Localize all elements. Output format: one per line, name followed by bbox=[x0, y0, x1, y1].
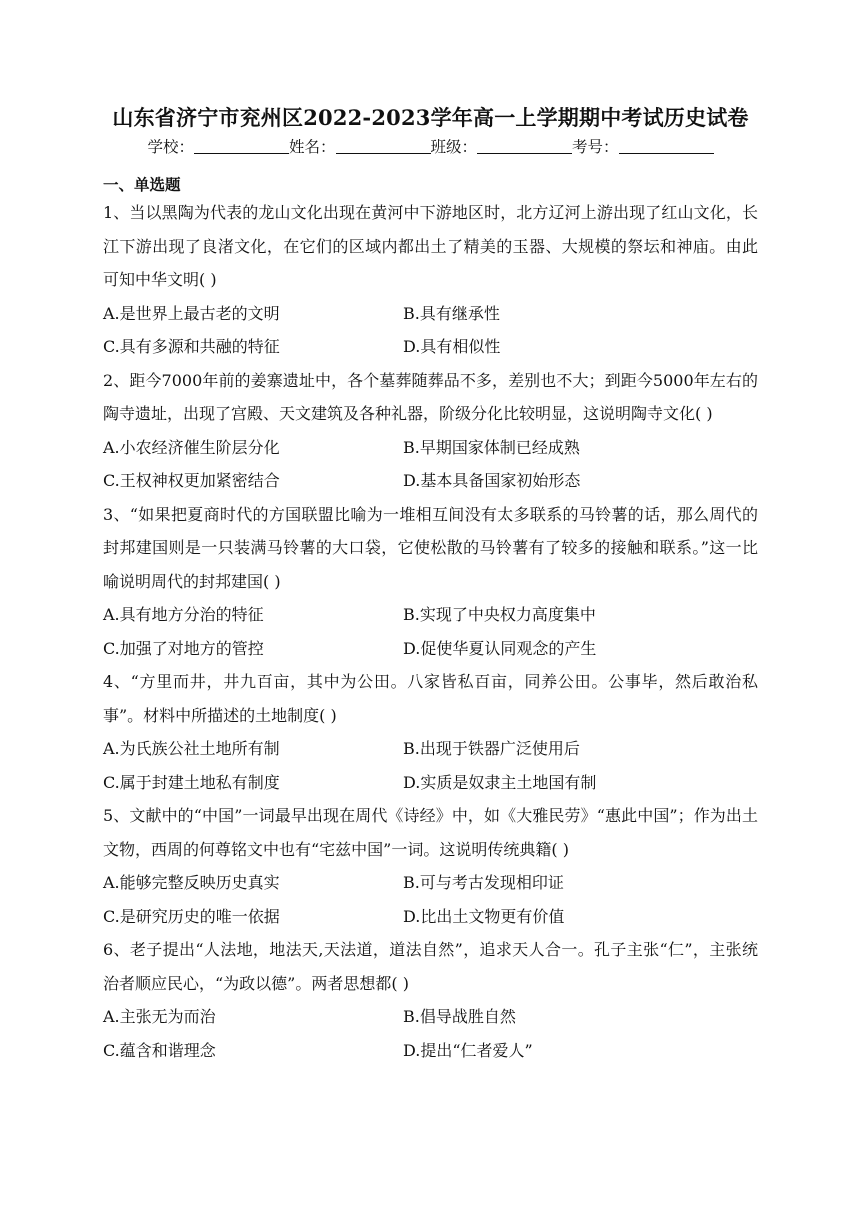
question-2 bbox=[103, 364, 758, 498]
school-label: 学校： bbox=[147, 138, 194, 156]
option-b: B.实现了中央权力高度集中 bbox=[403, 605, 596, 624]
option-d: D.提出“仁者爱人” bbox=[403, 1040, 533, 1060]
option-b: B.出现于铁器广泛使用后 bbox=[403, 739, 580, 758]
student-info-line bbox=[103, 134, 758, 160]
exam-number-blank bbox=[619, 137, 714, 154]
option-grid bbox=[103, 1000, 758, 1067]
option-c: C.王权神权更加紧密结合 bbox=[103, 471, 280, 490]
question-stem: 4、“方里而井，井九百亩，其中为公田。八家皆私百亩，同养公田。公事毕，然后敢治私事”。材料中所描述的土地制度( ) bbox=[103, 672, 758, 725]
exam-title: 山东省济宁市兖州区2022-2023学年高一上学期期中考试历史试卷 bbox=[112, 105, 749, 130]
class-label: 班级： bbox=[430, 138, 478, 156]
option-a: A.小农经济催生阶层分化 bbox=[103, 437, 280, 457]
exam-page bbox=[103, 102, 758, 1067]
option-c: C.蕴含和谐理念 bbox=[103, 1040, 216, 1060]
option-a: A.具有地方分治的特征 bbox=[103, 605, 264, 624]
option-a: A.能够完整反映历史真实 bbox=[103, 873, 280, 892]
option-d: D.具有相似性 bbox=[403, 337, 501, 356]
option-b: B.可与考古发现相印证 bbox=[403, 873, 564, 892]
option-b: B.具有继承性 bbox=[403, 303, 500, 323]
option-c: C.属于封建土地私有制度 bbox=[103, 772, 280, 792]
option-b: B.早期国家体制已经成熟 bbox=[403, 437, 580, 457]
question-stem: 3、“如果把夏商时代的方国联盟比喻为一堆相互间没有太多联系的马铃薯的话，那么周代的封邦建国则是一只装满马铃薯的大口袋，它使松散的马铃薯有了较多的接触和联系。”这一比喻说明周代的封邦建国( ) bbox=[103, 504, 758, 591]
option-c: C.是研究历史的唯一依据 bbox=[103, 906, 280, 926]
option-grid bbox=[103, 431, 758, 498]
question-5 bbox=[103, 799, 758, 933]
question-stem: 5、文献中的“中国”一词最早出现在周代《诗经》中，如《大雅民劳》“惠此中国”；作为出土文物，西周的何尊铭文中也有“宅兹中国”一词。这说明传统典籍( ) bbox=[103, 806, 758, 859]
option-grid bbox=[103, 297, 758, 364]
question-1 bbox=[103, 196, 758, 364]
question-6 bbox=[103, 933, 758, 1067]
name-blank bbox=[336, 137, 431, 154]
option-c: C.具有多源和共融的特征 bbox=[103, 337, 280, 356]
option-grid bbox=[103, 598, 758, 665]
question-3 bbox=[103, 498, 758, 666]
option-grid bbox=[103, 866, 758, 933]
option-a: A.为氏族公社土地所有制 bbox=[103, 739, 280, 758]
option-a: A.是世界上最古老的文明 bbox=[103, 303, 280, 323]
option-grid bbox=[103, 732, 758, 799]
question-stem: 2、距今7000年前的姜寨遗址中，各个墓葬随葬品不多，差别也不大；到距今5000年左右的陶寺遗址，出现了宫殿、天文建筑及各种礼器，阶级分化比较明显，这说明陶寺文化( ) bbox=[103, 370, 758, 423]
question-stem: 6、老子提出“人法地，地法天,天法道，道法自然”，追求天人合一。孔子主张“仁”，主张统治者顺应民心，“为政以德”。两者思想都( ) bbox=[103, 940, 758, 993]
option-d: D.比出土文物更有价值 bbox=[403, 906, 565, 926]
question-stem: 1、当以黑陶为代表的龙山文化出现在黄河中下游地区时，北方辽河上游出现了红山文化，长江下游出现了良渚文化，在它们的区域内都出土了精美的玉器、大规模的祭坛和神庙。由此可知中华文明( ) bbox=[103, 203, 758, 289]
name-label: 姓名： bbox=[288, 138, 336, 156]
school-blank bbox=[194, 137, 289, 154]
option-b: B.倡导战胜自然 bbox=[403, 1007, 516, 1026]
class-blank bbox=[477, 137, 572, 154]
question-4 bbox=[103, 665, 758, 799]
section-heading: 一、单选题 bbox=[103, 175, 181, 194]
exam-number-label: 考号： bbox=[572, 138, 619, 156]
option-a: A.主张无为而治 bbox=[103, 1007, 216, 1026]
option-d: D.促使华夏认同观念的产生 bbox=[403, 638, 597, 658]
option-d: D.实质是奴隶主土地国有制 bbox=[403, 772, 597, 792]
option-c: C.加强了对地方的管控 bbox=[103, 638, 264, 658]
option-d: D.基本具备国家初始形态 bbox=[403, 471, 581, 490]
